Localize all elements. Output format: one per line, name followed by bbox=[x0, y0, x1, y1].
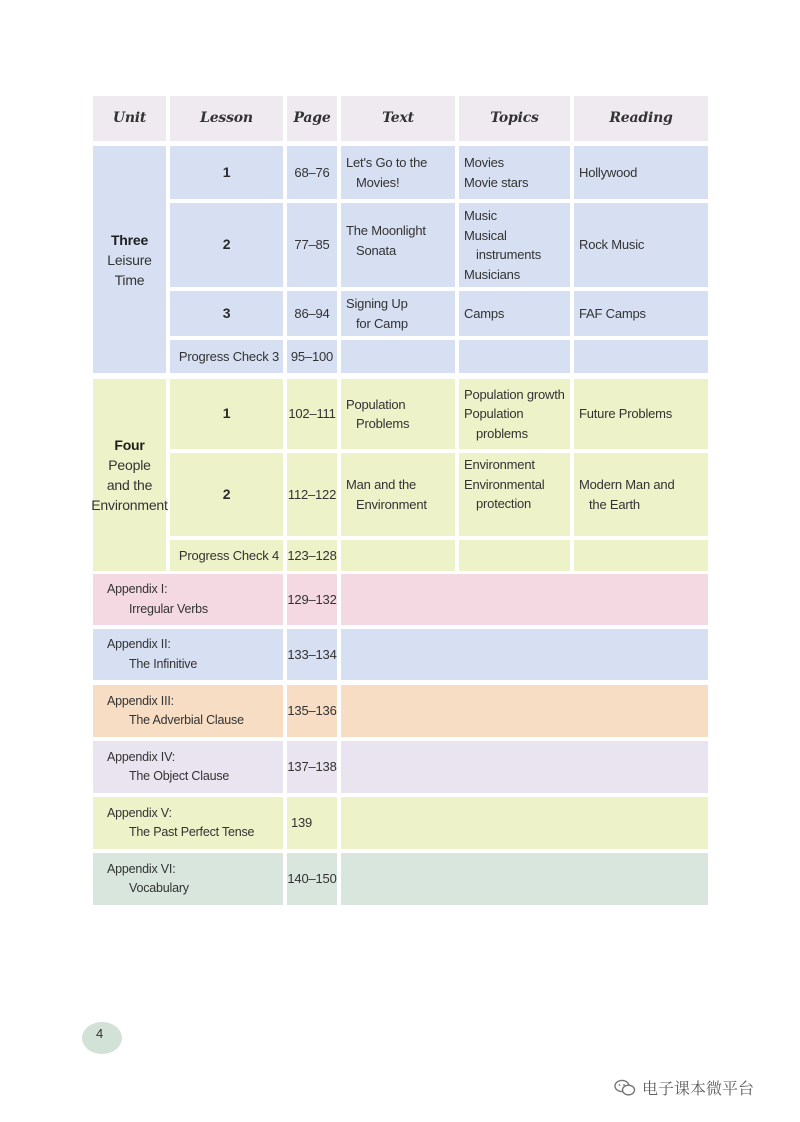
appendix-name: The Past Perfect Tense bbox=[129, 825, 255, 839]
lesson-topics bbox=[459, 453, 570, 536]
text-line: Environment bbox=[356, 496, 427, 512]
header-page: Page bbox=[287, 96, 337, 141]
lesson-reading: Hollywood bbox=[574, 146, 708, 199]
appendix-3-title bbox=[93, 685, 283, 737]
text-line: Movies! bbox=[356, 174, 400, 190]
appendix-5-title bbox=[93, 797, 283, 849]
lesson-reading: Future Problems bbox=[574, 379, 708, 449]
lesson-topics bbox=[459, 291, 570, 336]
appendix-1-title bbox=[93, 574, 283, 625]
empty-cell bbox=[341, 629, 708, 680]
topic-line: protection bbox=[476, 496, 532, 511]
appendix-4-title bbox=[93, 741, 283, 793]
unit-title-line: People bbox=[108, 457, 151, 473]
empty-cell bbox=[341, 540, 455, 571]
empty-cell bbox=[574, 340, 708, 373]
appendix-label: Appendix VI: bbox=[107, 861, 176, 876]
lesson-number: 1 bbox=[170, 146, 283, 199]
text-line: The Moonlight bbox=[346, 223, 426, 238]
appendix-name: Vocabulary bbox=[129, 881, 189, 895]
lesson-text bbox=[341, 291, 455, 336]
reading-line: the Earth bbox=[589, 496, 640, 512]
lesson-reading: FAF Camps bbox=[574, 291, 708, 336]
topic-line: Musicians bbox=[464, 266, 520, 282]
empty-cell bbox=[341, 685, 708, 737]
text-line: Problems bbox=[356, 416, 410, 431]
lesson-number: 3 bbox=[170, 291, 283, 336]
empty-cell bbox=[341, 797, 708, 849]
topic-line: Population growth bbox=[464, 386, 565, 402]
appendix-name: Irregular Verbs bbox=[129, 601, 208, 616]
lesson-page: 86–94 bbox=[287, 291, 337, 336]
appendix-label: Appendix II: bbox=[107, 637, 171, 651]
unit-title-line: and the bbox=[106, 477, 153, 493]
lesson-text bbox=[341, 203, 455, 287]
appendix-name: The Infinitive bbox=[129, 656, 198, 671]
topic-line: Music bbox=[464, 208, 497, 223]
lesson-reading: Rock Music bbox=[574, 203, 708, 287]
progress-check-label: Progress Check 4 bbox=[170, 540, 283, 571]
topic-line: Movie stars bbox=[464, 174, 529, 190]
lesson-text bbox=[341, 146, 455, 199]
topic-line: Musical bbox=[464, 227, 507, 243]
lesson-text bbox=[341, 453, 455, 536]
unit-number: Four bbox=[114, 437, 145, 453]
appendix-page: 135–136 bbox=[287, 685, 337, 737]
text-line: Let's Go to the bbox=[346, 155, 428, 170]
empty-cell bbox=[341, 574, 708, 625]
topic-line: problems bbox=[476, 425, 528, 441]
progress-check-label: Progress Check 3 bbox=[170, 340, 283, 373]
progress-check-page: 95–100 bbox=[287, 340, 337, 373]
appendix-page: 137–138 bbox=[287, 741, 337, 793]
unit-title-line: Leisure bbox=[107, 251, 152, 268]
empty-cell bbox=[341, 853, 708, 905]
appendix-label: Appendix III: bbox=[107, 693, 174, 708]
empty-cell bbox=[574, 540, 708, 571]
watermark-text: 电子课本微平台 bbox=[642, 1081, 755, 1098]
appendix-name: The Adverbial Clause bbox=[129, 713, 244, 727]
empty-cell bbox=[459, 540, 570, 571]
topic-line: Environmental bbox=[464, 476, 545, 492]
topic-line: instruments bbox=[476, 247, 541, 262]
progress-check-page: 123–128 bbox=[287, 540, 337, 571]
topic-line: Environment bbox=[464, 457, 535, 472]
unit-number: Three bbox=[110, 231, 149, 248]
text-line: Signing Up bbox=[346, 296, 408, 311]
lesson-number: 2 bbox=[170, 203, 283, 287]
appendix-6-title bbox=[93, 853, 283, 905]
appendix-label: Appendix IV: bbox=[107, 749, 176, 764]
unit-three-cell bbox=[93, 146, 166, 373]
appendix-page: 139 bbox=[287, 797, 337, 849]
lesson-page: 68–76 bbox=[287, 146, 337, 199]
lesson-number: 1 bbox=[170, 379, 283, 449]
lesson-topics bbox=[459, 379, 570, 449]
lesson-text bbox=[341, 379, 455, 449]
wechat-icon bbox=[614, 1079, 636, 1097]
header-unit: Unit bbox=[93, 96, 166, 141]
page-number: 4 bbox=[82, 1022, 122, 1054]
unit-four-cell bbox=[93, 379, 166, 571]
appendix-label: Appendix V: bbox=[107, 805, 172, 820]
header-lesson: Lesson bbox=[170, 96, 283, 141]
reading-line: Modern Man and bbox=[579, 477, 675, 492]
text-line: Population bbox=[346, 396, 406, 412]
topic-line: Population bbox=[464, 406, 524, 422]
text-line: Sonata bbox=[356, 242, 397, 258]
empty-cell bbox=[341, 340, 455, 373]
lesson-topics bbox=[459, 203, 570, 287]
appendix-name: The Object Clause bbox=[129, 769, 230, 783]
lesson-reading bbox=[574, 453, 708, 536]
appendix-2-title bbox=[93, 629, 283, 680]
lesson-page: 77–85 bbox=[287, 203, 337, 287]
empty-cell bbox=[341, 741, 708, 793]
header-topics: Topics bbox=[459, 96, 570, 141]
header-reading: Reading bbox=[574, 96, 708, 141]
appendix-page: 129–132 bbox=[287, 574, 337, 625]
appendix-page: 140–150 bbox=[287, 853, 337, 905]
topic-line: Movies bbox=[464, 155, 504, 170]
lesson-page: 112–122 bbox=[287, 453, 337, 536]
appendix-page: 133–134 bbox=[287, 629, 337, 680]
text-line: for Camp bbox=[356, 315, 408, 331]
empty-cell bbox=[459, 340, 570, 373]
lesson-number: 2 bbox=[170, 453, 283, 536]
lesson-topics bbox=[459, 146, 570, 199]
unit-title-line: Environment bbox=[91, 497, 168, 513]
text-line: Man and the bbox=[346, 477, 417, 492]
unit-title-line: Time bbox=[114, 271, 145, 288]
header-text: Text bbox=[341, 96, 455, 141]
lesson-page: 102–111 bbox=[287, 379, 337, 449]
appendix-label: Appendix I: bbox=[107, 582, 168, 596]
topic-line: Camps bbox=[464, 305, 505, 321]
watermark bbox=[614, 1076, 754, 1099]
